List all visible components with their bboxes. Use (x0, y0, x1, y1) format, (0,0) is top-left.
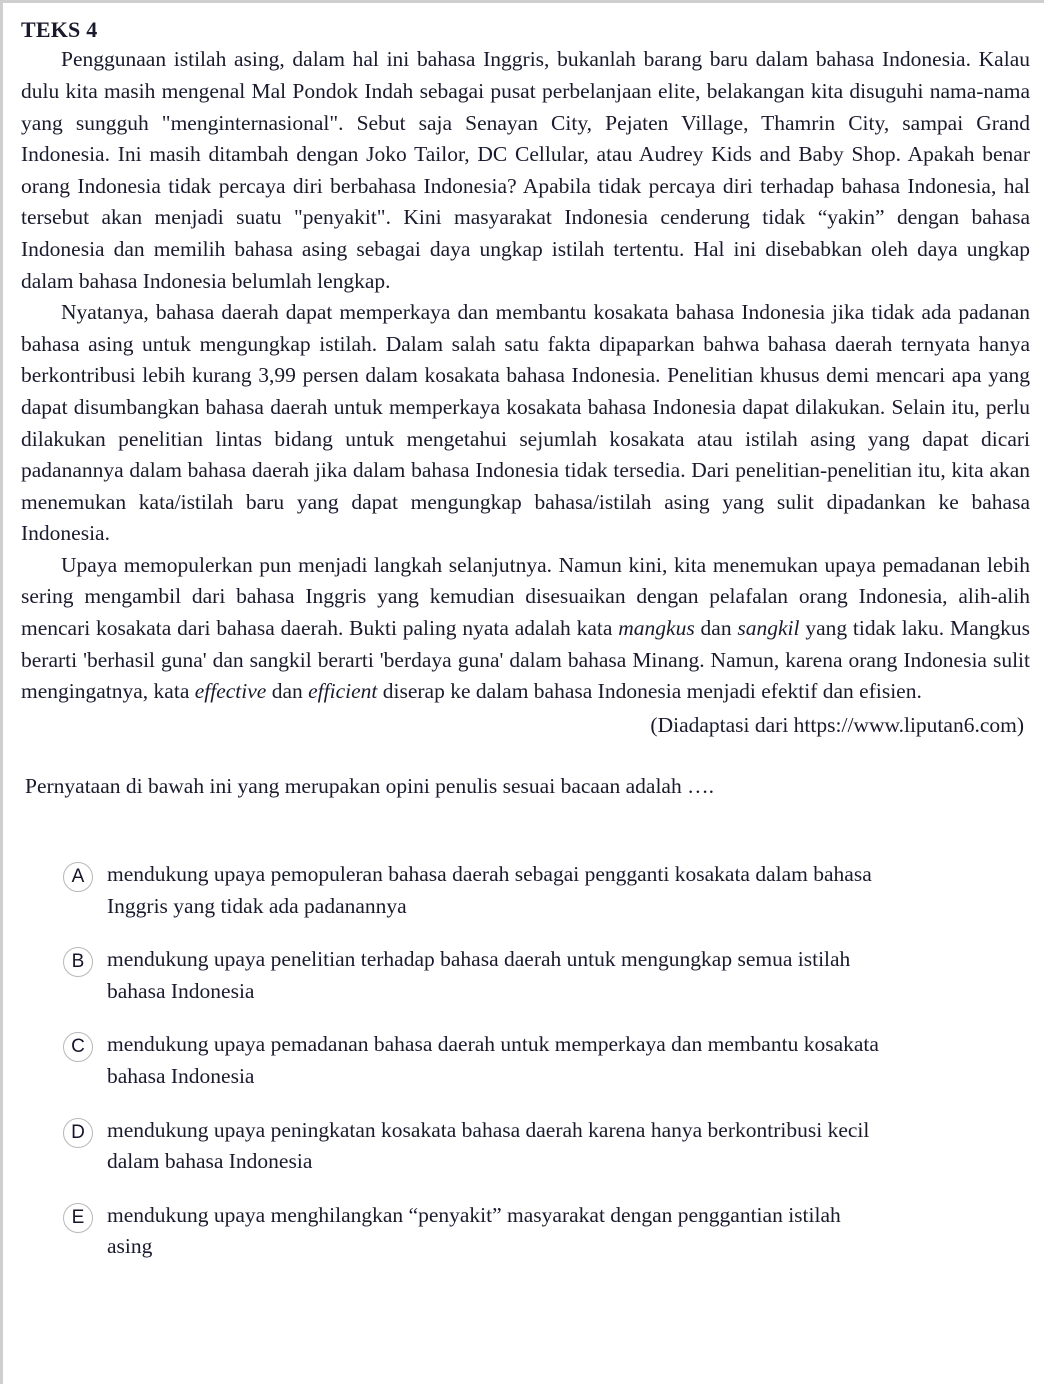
option-d-line-2: dalam bahasa Indonesia (107, 1149, 313, 1174)
option-marker-b[interactable]: B (63, 947, 93, 977)
p3-part-5: diserap ke dalam bahasa Indonesia menjadi efektif dan efisien. (377, 679, 922, 704)
option-c-line-2: bahasa Indonesia (107, 1064, 255, 1089)
option-e-line-2: asing (107, 1234, 153, 1259)
page-title: TEKS 4 (21, 17, 98, 42)
passage-paragraph-1: Penggunaan istilah asing, dalam hal ini bahasa Inggris, bukanlah barang baru dalam bahasa Indonesia. Kalau dulu kita masih mengenal Mal Pondok Indah sebagai pusat perbelanjaan elite, belakangan kita disuguhi nama-nama yang sungguh "menginternasional". Sebut saja Senayan City, Pejaten Village, Thamrin City, sampai Grand Indonesia. Ini masih ditambah dengan Joko Tailor, DC Cellular, atau Audrey Kids and Baby Shop. Apakah benar orang Indonesia tidak percaya diri berbahasa Indonesia? Apabila tidak percaya diri terhadap bahasa Indonesia, hal tersebut akan menjadi suatu "penyakit". Kini masyarakat Indonesia cenderung tidak “yakin” dengan bahasa Indonesia dan memilih bahasa asing sebagai daya ungkap istilah tertentu. Hal ini disebabkan oleh daya ungkap dalam bahasa Indonesia belumlah lengkap. (21, 47, 1030, 293)
option-b-line-1: mendukung upaya penelitian terhadap bahasa daerah untuk mengungkap semua istilah (107, 947, 851, 972)
option-e-line-1: mendukung upaya menghilangkan “penyakit” masyarakat dengan penggantian istilah (107, 1202, 841, 1227)
option-d[interactable] (21, 1115, 1030, 1178)
option-marker-c[interactable]: C (63, 1032, 93, 1062)
question-stem: Pernyataan di bawah ini yang merupakan opini penulis sesuai bacaan adalah …. (25, 774, 714, 799)
passage-paragraph-3 (21, 550, 1030, 708)
p3-part-3: yang tidak laku. Mangkus berarti 'berhasil guna' dan sangkil berarti 'berdaya guna' dalam bahasa Minang. Namun, karena orang Indonesia sulit mengingatnya, kata (21, 616, 1030, 704)
passage-body (21, 44, 1030, 707)
option-c-line-1: mendukung upaya pemadanan bahasa daerah untuk memperkaya dan membantu kosakata (107, 1032, 879, 1057)
p3-italic-sangkil: sangkil (737, 616, 800, 641)
p3-part-4: dan (266, 679, 309, 704)
option-text-a (107, 859, 1030, 922)
option-a-line-1: mendukung upaya pemopuleran bahasa daerah sebagai pengganti kosakata dalam bahasa (107, 862, 872, 887)
option-text-e (107, 1200, 1030, 1263)
option-a[interactable] (21, 859, 1030, 922)
p3-part-1: Upaya memopulerkan pun menjadi langkah selanjutnya. Namun kini, kita menemukan upaya pemadanan lebih sering mengambil dari bahasa Inggris yang kemudian disesuaikan dengan pelafalan orang Indonesia, alih-alih mencari kosakata dari bahasa daerah. Bukti paling nyata adalah kata (21, 552, 1030, 641)
option-marker-e[interactable]: E (63, 1203, 93, 1233)
source-credit: (Diadaptasi dari https://www.liputan6.com) (650, 712, 1024, 737)
option-e[interactable] (21, 1200, 1030, 1263)
p3-italic-effective: effective (194, 679, 267, 704)
option-d-line-1: mendukung upaya peningkatan kosakata bahasa daerah karena hanya berkontribusi kecil (107, 1117, 870, 1142)
option-c[interactable] (21, 1029, 1030, 1092)
p3-part-2: dan (694, 616, 738, 641)
option-marker-a[interactable]: A (63, 862, 93, 892)
option-text-d (107, 1115, 1030, 1178)
option-text-b (107, 944, 1030, 1007)
passage-paragraph-2: Nyatanya, bahasa daerah dapat memperkaya dan membantu kosakata bahasa Indonesia jika tidak ada padanan bahasa asing untuk mengungkap istilah. Dalam salah satu fakta dipaparkan bahwa bahasa daerah ternyata hanya berkontribusi lebih kurang 3,99 persen dalam kosakata bahasa Indonesia. Penelitian khusus demi mencari apa yang dapat disumbangkan bahasa daerah untuk memperkaya kosakata bahasa Indonesia dapat dilakukan. Selain itu, perlu dilakukan penelitian lintas bidang untuk mengetahui sejumlah kosakata atau istilah asing yang dapat dicari padanannya dalam bahasa daerah jika dalam bahasa Indonesia tidak tersedia. Dari penelitian-penelitian itu, kita akan menemukan kata/istilah baru yang dapat mengungkap bahasa/istilah asing yang sulit dipadankan ke bahasa Indonesia. (21, 300, 1030, 546)
answer-options-list (21, 859, 1030, 1263)
option-text-c (107, 1029, 1030, 1092)
p3-italic-mangkus: mangkus (618, 616, 695, 641)
option-a-line-2: Inggris yang tidak ada padanannya (107, 893, 407, 918)
p3-italic-efficient: efficient (308, 679, 378, 704)
option-b-line-2: bahasa Indonesia (107, 978, 255, 1003)
option-marker-d[interactable]: D (63, 1118, 93, 1148)
option-b[interactable] (21, 944, 1030, 1007)
